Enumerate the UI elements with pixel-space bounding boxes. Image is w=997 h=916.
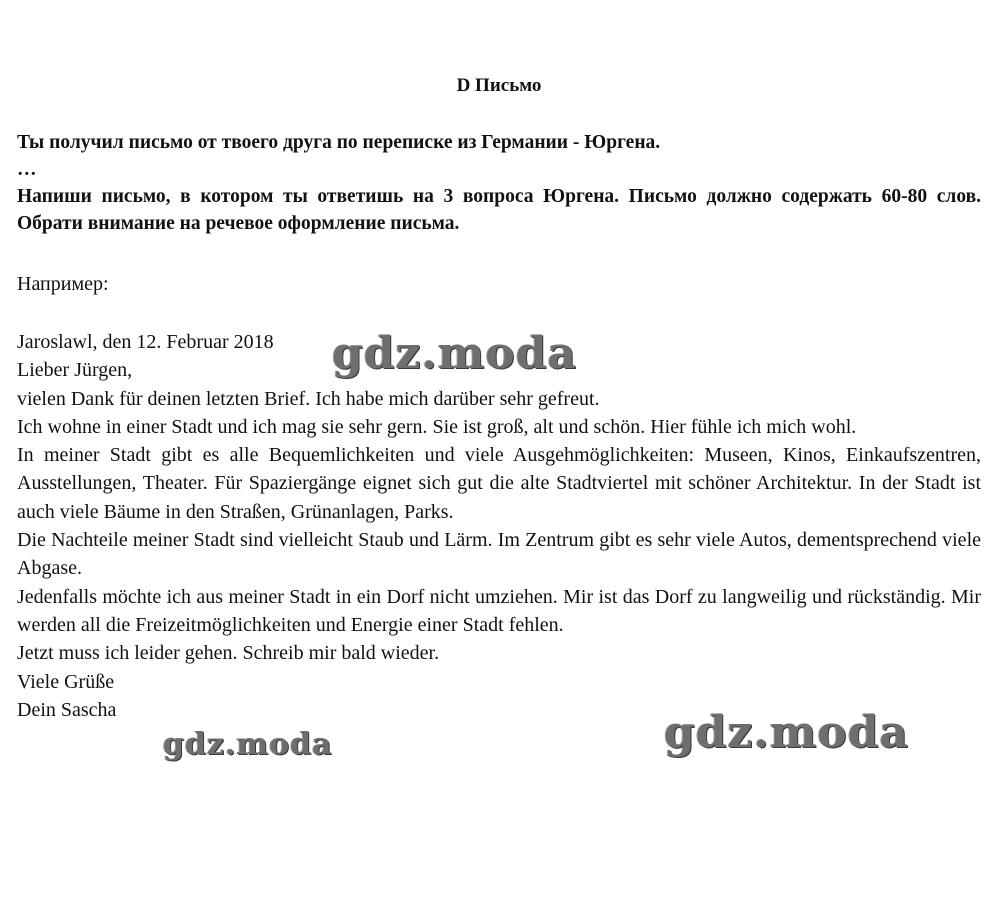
letter-signature: Dein Sascha: [17, 698, 117, 721]
letter-thanks: vielen Dank für deinen letzten Brief. Ich habe mich darüber sehr gefreut.: [17, 387, 600, 410]
letter-salutation: Lieber Jürgen,: [17, 359, 133, 382]
section-title: D Письмо: [456, 75, 542, 96]
watermark-logo: gdz.moda: [163, 727, 333, 762]
example-label: Например:: [17, 273, 109, 295]
letter-greeting: Viele Grüße: [17, 670, 115, 693]
letter-paragraph-3: Die Nachteile meiner Stadt sind vielleicht Staub und Lärm. Im Zentrum gibt es sehr viele Autos, dementsprechend viele Abgase.: [17, 529, 981, 580]
letter-paragraph-2: In meiner Stadt gibt es alle Bequemlichkeiten und viele Ausgehmöglichkeiten: Museen, Kinos, Einkaufszentren, Ausstellungen, Theater. Für Spaziergänge eignet sich gut die alte Stadtviertel mit schöner Architektur. In der Stadt ist auch viele Bäume in den Straßen, Grünanlagen, Parks.: [17, 444, 981, 523]
letter-paragraph-1: Ich wohne in einer Stadt und ich mag sie sehr gern. Sie ist groß, alt und schön. Hier fühle ich mich wohl.: [17, 415, 857, 438]
watermark-logo: gdz.moda: [664, 707, 910, 758]
task-instructions: [17, 129, 981, 237]
letter-date-line: Jaroslawl, den 12. Februar 2018: [17, 331, 274, 353]
letter-paragraph-4: Jedenfalls möchte ich aus meiner Stadt in ein Dorf nicht umziehen. Mir ist das Dorf zu langweilig und rückständig. Mir werden all die Freizeitmöglichkeiten und Energie einer Stadt fehlen.: [17, 585, 981, 636]
task-ellipsis: …: [17, 159, 37, 180]
letter-closing-line: Jetzt muss ich leider gehen. Schreib mir bald wieder.: [17, 642, 440, 665]
task-instruction: Напиши письмо, в котором ты ответишь на 3 вопроса Юргена. Письмо должно содержать 60-80 слов. Обрати внимание на речевое оформление письма.: [17, 186, 981, 234]
task-intro-line: Ты получил письмо от твоего друга по переписке из Германии - Юргена.: [17, 132, 661, 153]
watermark-logo: gdz.moda: [332, 328, 578, 379]
letter-task-document: [17, 0, 981, 916]
example-letter: [17, 328, 981, 724]
